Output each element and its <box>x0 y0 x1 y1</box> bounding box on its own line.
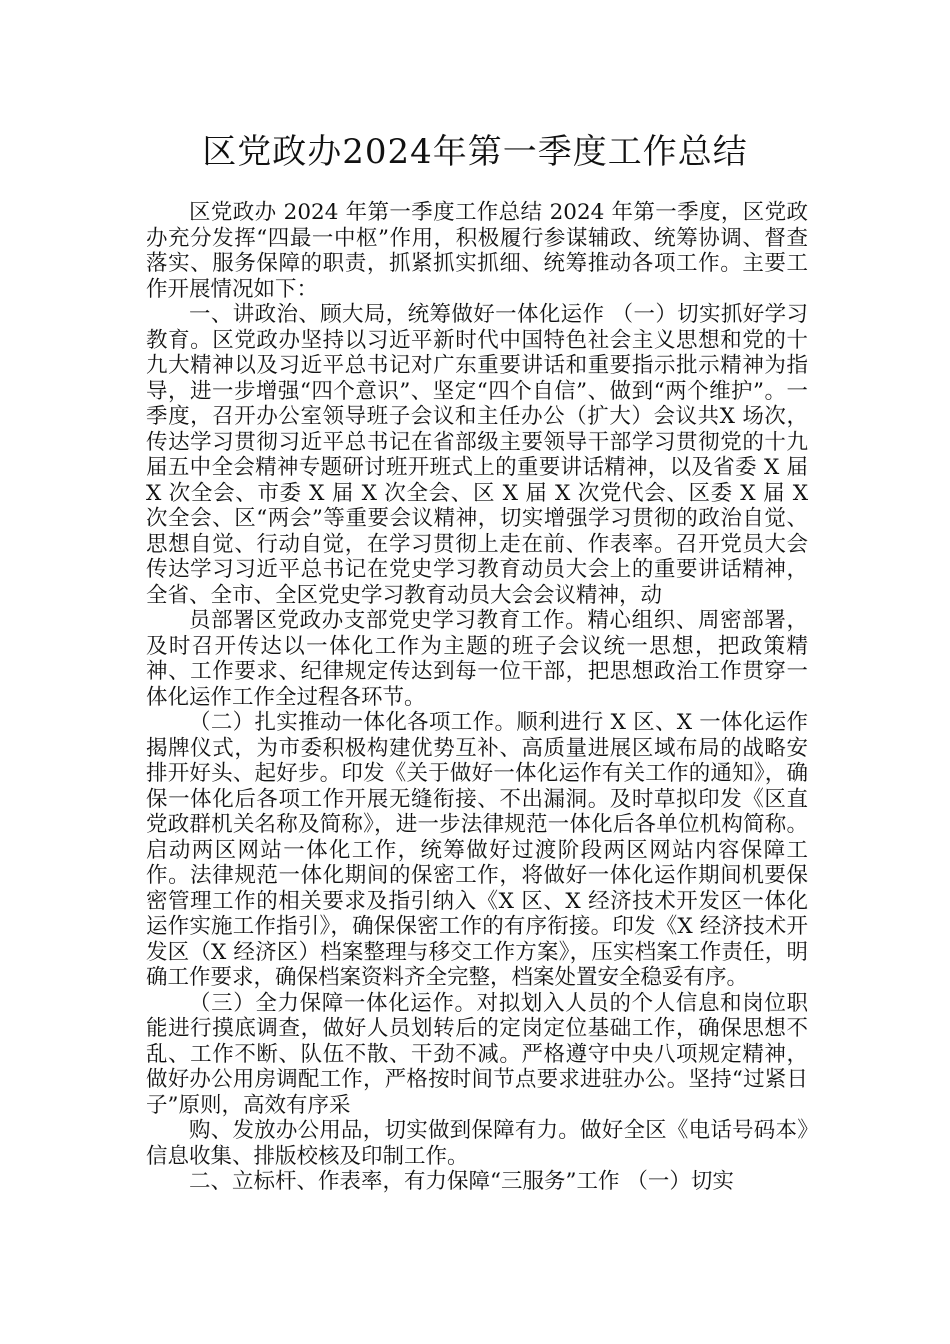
paragraph-section-1-study: 一、讲政治、顾大局，统筹做好一体化运作 （一）切实抓好学习教育。区党政办坚持以习近平新时代中国特色社会主义思想和党的十九大精神以及习近平总书记对广东重要讲话和重要指示批示精神为指导，进一步增强“四个意识”、坚定“四个自信”、做到“两个维护”。一季度，召开办公室领导班子会议和主任办公（扩大）会议共X 场次，传达学习贯彻习近平总书记在省部级主要领导干部学习贯彻党的十九届五中全会精神专题研讨班开班式上的重要讲话精神，以及省委 X 届 X 次全会、市委 X 届 X 次全会、区 X 届 X 次党代会、区委 X 届 X 次全会、区“两会”等重要会议精神，切实增强学习贯彻的政治自觉、思想自觉、行动自觉，在学习贯彻上走在前、作表率。召开党员大会传达学习习近平总书记在党史学习教育动员大会上的重要讲话精神，全省、全市、全区党史学习教育动员大会会议精神，动 <box>146 302 808 608</box>
paragraph-section-1-integration: （二）扎实推动一体化各项工作。顺利进行 X 区、X 一体化运作揭牌仪式，为市委积极构建优势互补、高质量进展区域布局的战略安排开好头、起好步。印发《关于做好一体化运作有关工作的通知》，确保一体化后各项工作开展无缝衔接、不出漏洞。及时草拟印发《区直党政群机关名称及简称》，进一步法律规范一体化后各单位机构简称。启动两区网站一体化工作，统筹做好过渡阶段两区网站内容保障工作。法律规范一体化期间的保密工作，将做好一体化运作期间机要保密管理工作的相关要求及指引纳入《X 区、X 经济技术开发区一体化运作实施工作指引》，确保保密工作的有序衔接。印发《X 经济技术开发区（X 经济区）档案整理与移交工作方案》，压实档案工作责任，明确工作要求，确保档案资料齐全完整，档案处置安全稳妥有序。 <box>146 710 808 990</box>
document-body <box>146 200 808 1195</box>
paragraph-section-1-study-cont: 员部署区党政办支部党史学习教育工作。精心组织、周密部署，及时召开传达以一体化工作为主题的班子会议统一思想，把政策精神、工作要求、纪律规定传达到每一位干部，把思想政治工作贯穿一体化运作工作全过程各环节。 <box>146 608 808 710</box>
document-title: 区党政办2024年第一季度工作总结 <box>202 132 748 172</box>
paragraph-intro: 区党政办 2024 年第一季度工作总结 2024 年第一季度，区党政办充分发挥“四最一中枢”作用，积极履行参谋辅政、统筹协调、督查落实、服务保障的职责，抓紧抓实抓细、统筹推动各项工作。主要工作开展情况如下： <box>146 200 808 302</box>
paragraph-section-2-heading: 二、立标杆、作表率，有力保障“三服务”工作 （一）切实 <box>189 1169 734 1194</box>
paragraph-section-1-support: （三）全力保障一体化运作。对拟划入人员的个人信息和岗位职能进行摸底调查，做好人员划转后的定岗定位基础工作，确保思想不乱、工作不断、队伍不散、干劲不减。严格遵守中央八项规定精神，做好办公用房调配工作，严格按时间节点要求进驻办公。坚持“过紧日子”原则，高效有序采 <box>146 990 808 1118</box>
paragraph-section-1-support-cont: 购、发放办公用品，切实做到保障有力。做好全区《电话号码本》信息收集、排版校核及印制工作。 <box>146 1118 808 1169</box>
